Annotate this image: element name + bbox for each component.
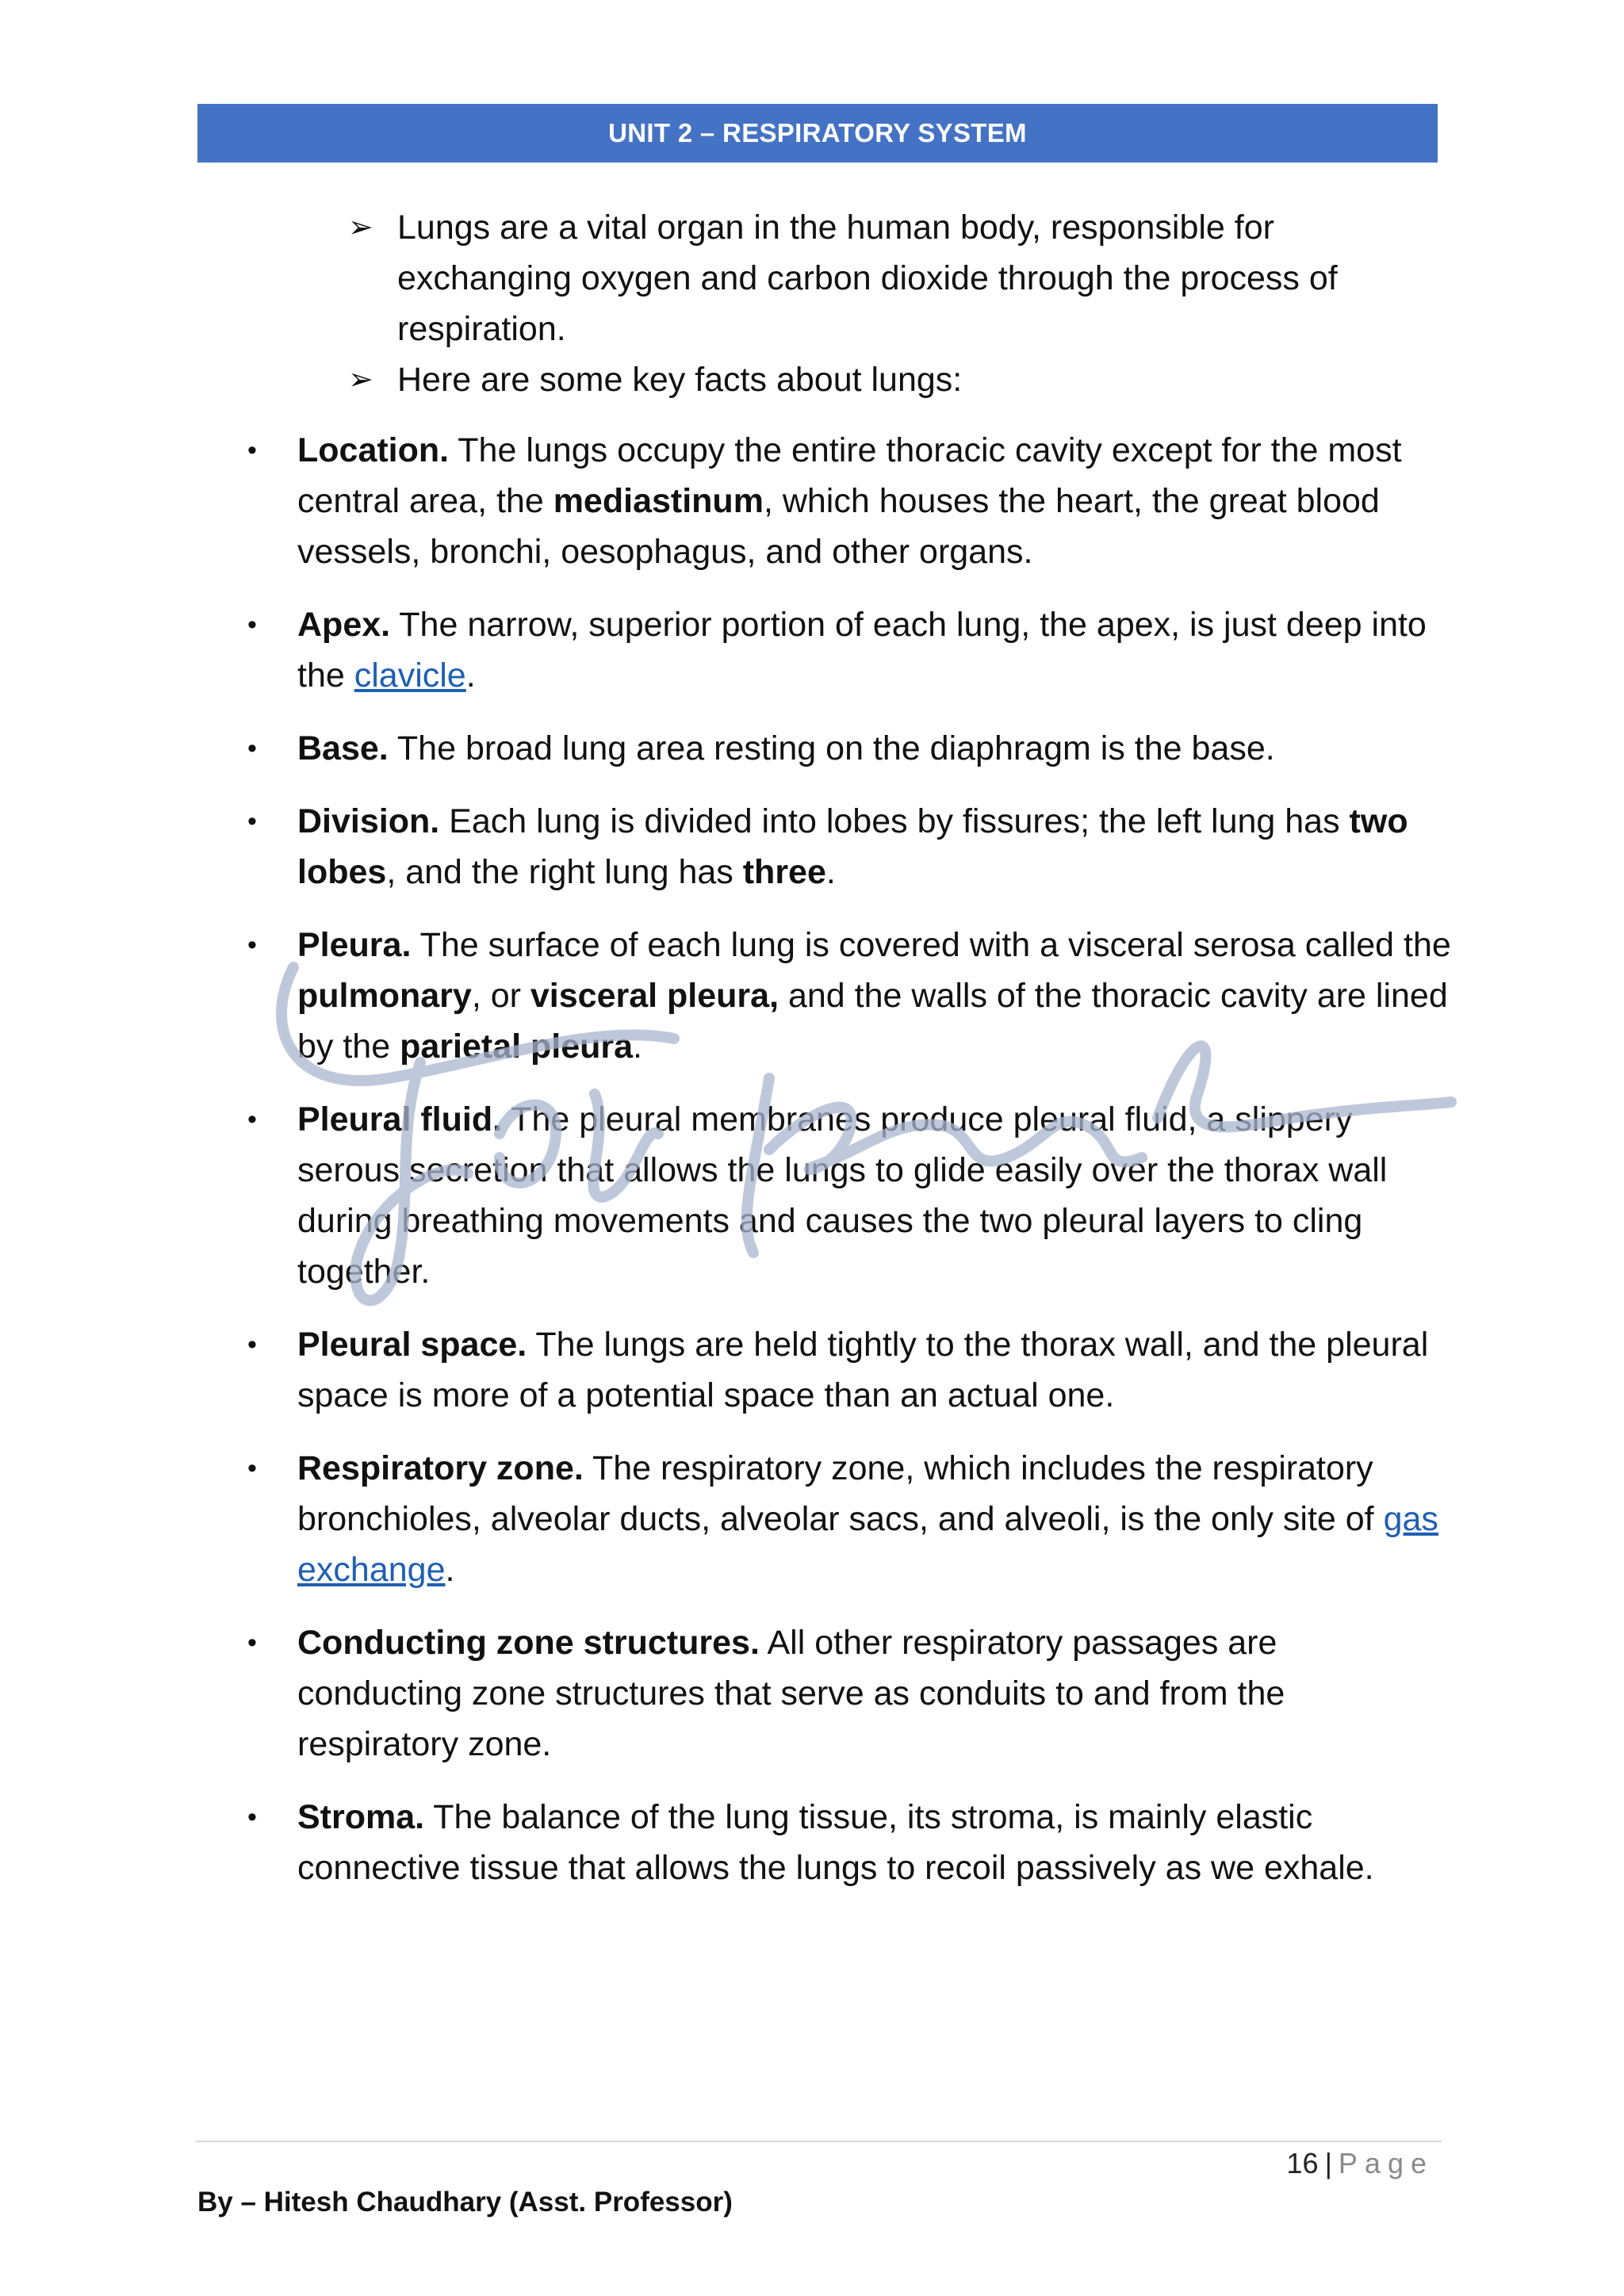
fact-respiratory-zone <box>238 1443 1451 1595</box>
gas-exchange-link[interactable]: gas exchange <box>297 1500 1438 1589</box>
bullet-icon: • <box>247 1802 257 1832</box>
footer-divider <box>195 2141 1442 2142</box>
fact-division <box>238 796 1451 897</box>
fact-text: The respiratory zone, which includes the respiratory bronchioles, alveolar ducts, alveolar sacs, and alveoli, is the only site of <box>297 1449 1384 1538</box>
author-credit: By – Hitesh Chaudhary (Asst. Professor) <box>197 2187 733 2218</box>
fact-term: Pleural space. <box>297 1326 527 1364</box>
fact-term: Pleura. <box>297 926 412 964</box>
arrow-bullet-icon: ➢ <box>348 211 373 244</box>
fact-conducting-zone <box>238 1617 1451 1770</box>
fact-bold: mediastinum <box>553 482 764 520</box>
clavicle-link[interactable]: clavicle <box>354 656 466 695</box>
arrow-bullet-icon: ➢ <box>348 363 373 396</box>
page-number-value: 16 <box>1286 2147 1319 2179</box>
fact-text: , which houses the heart, the great blood vessels, bronchi, oesophagus, and other organs. <box>297 482 1380 571</box>
fact-term: Base. <box>297 729 389 767</box>
bullet-icon: • <box>247 435 257 465</box>
bullet-icon: • <box>247 610 257 640</box>
fact-text: The surface of each lung is covered with a visceral serosa called the <box>411 926 1451 964</box>
bullet-icon: • <box>247 930 257 960</box>
fact-bold: three <box>742 853 826 891</box>
fact-text: The lungs are held tightly to the thorax wall, and the pleural space is more of a potential space than an actual one. <box>297 1326 1429 1414</box>
fact-term: Conducting zone structures. <box>297 1624 760 1662</box>
bullet-icon: • <box>247 806 257 836</box>
list-item <box>345 354 1447 405</box>
fact-location <box>238 425 1451 577</box>
fact-term: Respiratory zone. <box>297 1449 584 1487</box>
fact-pleura <box>238 920 1451 1072</box>
fact-bold: two lobes <box>297 802 1408 891</box>
fact-term: Pleural fluid. <box>297 1100 503 1138</box>
fact-apex <box>238 599 1451 701</box>
fact-bold: pulmonary <box>297 977 472 1015</box>
fact-text: , or <box>471 977 530 1015</box>
bullet-icon: • <box>247 1104 257 1135</box>
fact-text: The pleural membranes produce pleural fluid, a slippery serous secretion that allows the lungs to glide easily over the thorax wall during breathing movements and causes the two pleural layers to cling together. <box>297 1100 1388 1291</box>
fact-pleural-space <box>238 1319 1451 1421</box>
fact-term: Division. <box>297 802 440 840</box>
fact-text: . <box>633 1027 642 1066</box>
page-header <box>197 104 1438 163</box>
page-label: Page <box>1338 2147 1434 2179</box>
fact-term: Stroma. <box>297 1798 425 1836</box>
header-title: UNIT 2 – RESPIRATORY SYSTEM <box>608 118 1027 147</box>
bullet-icon: • <box>247 1330 257 1360</box>
fact-bold: parietal pleura <box>400 1027 634 1066</box>
fact-text: All other respiratory passages are conducting zone structures that serve as conduits to and from the respiratory zone. <box>297 1624 1285 1763</box>
bullet-icon: • <box>247 1453 257 1483</box>
fact-pleural-fluid <box>238 1094 1451 1297</box>
intro-text: Here are some key facts about lungs: <box>397 361 963 399</box>
page-number <box>1287 2147 1434 2180</box>
fact-text: . <box>825 853 836 891</box>
fact-text: , and the right lung has <box>386 853 743 891</box>
fact-term: Apex. <box>297 606 391 644</box>
bullet-icon: • <box>247 1628 257 1658</box>
intro-list <box>345 202 1447 405</box>
list-item <box>345 202 1447 354</box>
fact-stroma <box>238 1792 1451 1893</box>
bullet-icon: • <box>247 733 257 763</box>
intro-text: Lungs are a vital organ in the human body, responsible for exchanging oxygen and carbon dioxide through the process of respiration. <box>397 209 1338 348</box>
fact-text: . <box>465 656 476 695</box>
fact-text: The broad lung area resting on the diaphragm is the base. <box>388 729 1275 767</box>
fact-text: . <box>445 1551 455 1589</box>
fact-term: Location. <box>297 431 450 469</box>
fact-text: Each lung is divided into lobes by fissures; the left lung has <box>439 802 1350 840</box>
fact-text: The lungs occupy the entire thoracic cavity except for the most central area, the <box>297 431 1402 520</box>
lung-facts-list <box>238 425 1451 1915</box>
fact-text: The narrow, superior portion of each lung, the apex, is just deep into the <box>297 606 1427 695</box>
fact-bold: visceral pleura, <box>530 977 779 1015</box>
fact-text: and the walls of the thoracic cavity are lined by the <box>297 977 1448 1066</box>
page-separator: | <box>1324 2147 1332 2179</box>
fact-text: The balance of the lung tissue, its stroma, is mainly elastic connective tissue that allows the lungs to recoil passively as we exhale. <box>297 1798 1374 1887</box>
fact-base <box>238 723 1451 774</box>
